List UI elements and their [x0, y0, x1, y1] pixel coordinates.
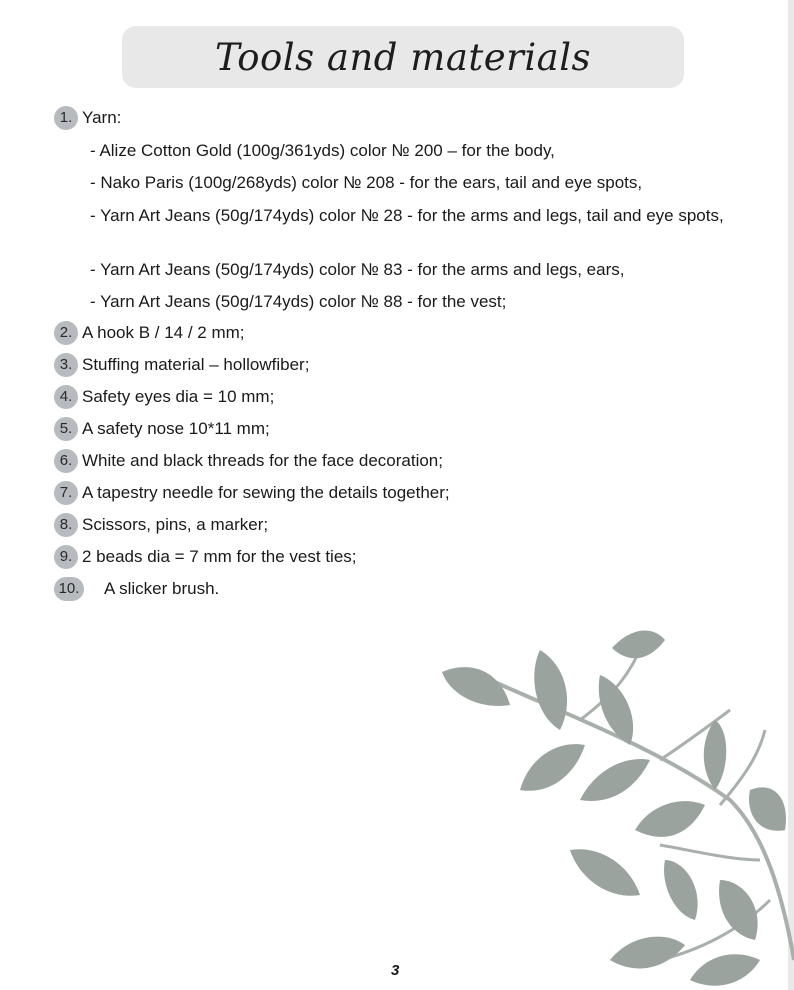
item-number-badge: 4.: [54, 385, 78, 409]
leaf-shape: [534, 650, 567, 730]
item-number-badge: 10.: [54, 577, 84, 601]
item-text: Safety eyes dia = 10 mm;: [82, 387, 275, 406]
leaf-shape: [664, 860, 698, 920]
list-item: [54, 449, 443, 473]
list-item: [54, 545, 357, 569]
item-number-badge: 7.: [54, 481, 78, 505]
leaf-shape: [442, 667, 510, 706]
item-text: 2 beads dia = 7 mm for the vest ties;: [82, 547, 357, 566]
leaf-shape: [719, 880, 758, 940]
item-number-badge: 6.: [54, 449, 78, 473]
leaf-branch-illustration: [430, 630, 794, 990]
item-number-badge: 9.: [54, 545, 78, 569]
leaf-cluster: [442, 631, 794, 986]
yarn-line: - Yarn Art Jeans (50g/174yds) color № 88 - for the vest;: [90, 292, 507, 311]
yarn-line: [90, 204, 750, 228]
page-title: Tools and materials: [214, 35, 592, 79]
item-text: White and black threads for the face decoration;: [82, 451, 443, 470]
title-banner: [122, 26, 684, 88]
item-text: A tapestry needle for sewing the details together;: [82, 483, 450, 502]
list-item: [54, 321, 245, 345]
list-item: [54, 106, 121, 130]
item-number-badge: 3.: [54, 353, 78, 377]
leaf-shape: [610, 937, 685, 969]
item-text: A hook B / 14 / 2 mm;: [82, 323, 245, 342]
item-number-badge: 5.: [54, 417, 78, 441]
list-item: [54, 417, 270, 441]
list-item: [54, 577, 219, 601]
page-number: 3: [391, 962, 400, 979]
list-item: [54, 481, 450, 505]
leaf-shape: [749, 787, 786, 830]
leaf-shape: [580, 759, 650, 801]
leaf-shape: [612, 631, 665, 659]
leaf-shape: [570, 849, 640, 896]
item-text: Stuffing material – hollowfiber;: [82, 355, 310, 374]
yarn-line-text: - Yarn Art Jeans (50g/174yds) color № 28 - for the arms and legs, tail and eye spots,: [90, 206, 724, 225]
item-text: A slicker brush.: [104, 579, 220, 598]
yarn-line: - Alize Cotton Gold (100g/361yds) color № 200 – for the body,: [90, 141, 555, 160]
list-item: [54, 385, 274, 409]
leaf-shape: [690, 954, 760, 985]
branch-stem: [660, 845, 760, 860]
item-text: Yarn:: [82, 108, 122, 127]
leaf-shape: [520, 744, 585, 791]
list-item: [54, 513, 268, 537]
item-number-badge: 1.: [54, 106, 78, 130]
item-text: Scissors, pins, a marker;: [82, 515, 269, 534]
item-number-badge: 2.: [54, 321, 78, 345]
yarn-line: - Yarn Art Jeans (50g/174yds) color № 83 - for the arms and legs, ears,: [90, 260, 625, 279]
item-text: A safety nose 10*11 mm;: [82, 419, 270, 438]
item-number-badge: 8.: [54, 513, 78, 537]
leaf-shape: [704, 720, 727, 790]
yarn-line: - Nako Paris (100g/268yds) color № 208 - for the ears, tail and eye spots,: [90, 173, 643, 192]
list-item: [54, 353, 309, 377]
leaf-shape: [635, 801, 705, 837]
